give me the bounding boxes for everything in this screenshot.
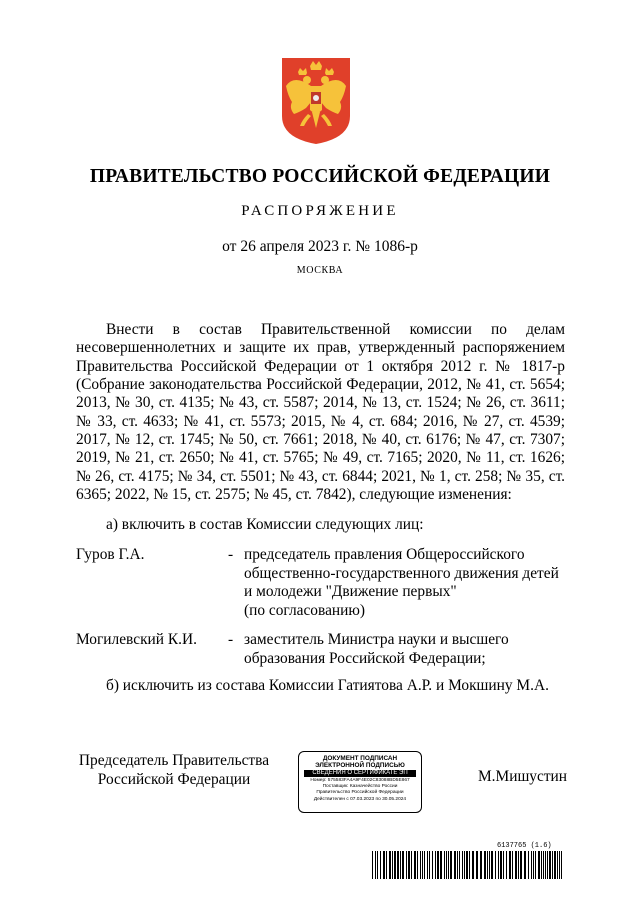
document-body <box>76 321 565 504</box>
stamp-line: ДОКУМЕНТ ПОДПИСАН <box>322 755 398 762</box>
barcode-label: 6137765 (1.6) <box>497 842 552 850</box>
stamp-validity: Действителен с 07.03.2023 по 30.05.2024 <box>313 796 407 802</box>
member-role-line: заместитель Министра науки и высшего <box>244 631 509 648</box>
document-date-number: от 26 апреля 2023 г. № 1086-р <box>222 238 418 255</box>
member-role-line: общественно-государственного движения детей <box>244 564 559 582</box>
stamp-certificate-banner: СВЕДЕНИЯ О СЕРТИФИКАТЕ ЭП <box>304 770 416 777</box>
document-city: МОСКВА <box>296 265 344 276</box>
electronic-signature-stamp <box>298 751 422 813</box>
signatory-position <box>74 752 274 789</box>
member-dash: - <box>228 631 234 648</box>
document-type: РАСПОРЯЖЕНИЕ <box>241 203 399 219</box>
russian-coat-of-arms-icon <box>280 56 352 146</box>
intro-paragraph: Внести в состав Правительственной комиссии по делам несовершеннолетних и защите их прав, утвержденный распоряжением Правительства Российской Федерации от 1 октября 2012 г. № 1817-р (Собрание законодательства Российской Федерации, 2012, № 41, ст. 5654; 2013, № 30, ст. 4135; № 43, ст. 5587; 2014, № 13, ст. 1524; № 26, ст. 3611; № 33, ст. 4633; № 41, ст. 5573; 2015, № 4, ст. 684; 2016, № 27, ст. 4539; 2017, № 12, ст. 1745; № 50, ст. 7661; 2018, № 40, ст. 6176; № 47, ст. 7307; 2019, № 21, ст. 2650; № 41, ст. 5765; № 49, ст. 7165; 2020, № 11, ст. 1626; № 26, ст. 4175; № 34, ст. 5501; № 43, ст. 6844; 2021, № 1, ст. 258; № 35, ст. 6365; 2022, № 15, ст. 2575; № 45, ст. 7842), следующие изменения: <box>76 321 565 504</box>
stamp-line: ЭЛЕКТРОННОЙ ПОДПИСЬЮ <box>315 762 405 769</box>
member-role-line: председатель правления Общероссийского <box>244 546 525 563</box>
barcode-icon <box>372 851 566 879</box>
member-name: Могилевский К.И. <box>76 631 197 648</box>
signatory-position-line: Председатель Правительства <box>78 752 270 769</box>
member-role-line: образования Российской Федерации; <box>244 649 486 667</box>
member-role-line: и молодежи "Движение первых" <box>244 583 457 600</box>
signatory-position-line: Российской Федерации <box>97 770 251 788</box>
government-title: ПРАВИТЕЛЬСТВО РОССИЙСКОЙ ФЕДЕРАЦИИ <box>89 166 551 187</box>
coat-of-arms-emblem <box>280 56 352 146</box>
stamp-owner: Правительство Российской Федерации <box>316 790 404 796</box>
signatory-name: М.Мишустин <box>478 768 568 785</box>
member-dash: - <box>228 546 234 563</box>
member-name: Гуров Г.А. <box>76 546 145 563</box>
member-role <box>244 546 574 620</box>
member-role-line: (по согласованию) <box>244 601 365 619</box>
stamp-certificate-number: Номер: 575583FA4A9F4E02C83088BD5E867 <box>310 778 410 783</box>
item-a-text: а) включить в состав Комиссии следующих лиц: <box>106 516 424 533</box>
member-role <box>244 631 574 668</box>
stamp-issuer: Поставщик: Казначейство России <box>322 784 398 790</box>
item-b-text: б) исключить из состава Комиссии Гатиятова А.Р. и Мокшину М.А. <box>106 677 549 694</box>
